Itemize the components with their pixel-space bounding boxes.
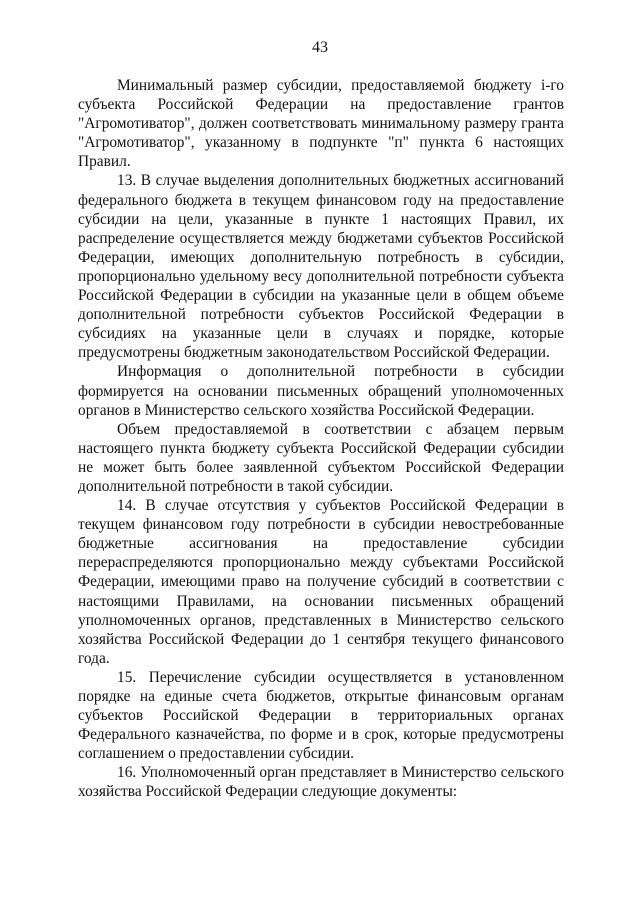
paragraph-14-redistribution: 14. В случае отсутствия у субъектов Российской Федерации в текущем финансовом году потребности в субсидии невостребованные бюджетные ассигнования на предоставление субсидии перераспределяются пропорционально между субъектами Российской Федерации, имеющими право на получение субсидий в соответствии с настоящими Правилами, на основании письменных обращений уполномоченных органов, представленных в Министерство сельского хозяйства Российской Федерации до 1 сентября текущего финансового года. <box>78 497 564 667</box>
paragraph-15-transfer: 15. Перечисление субсидии осуществляется в установленном порядке на единые счета бюджетов, открытые финансовым органам субъектов Российской Федерации в территориальных органах Федерального казначейства, по форме и в срок, которые предусмотрены соглашением о предоставлении субсидии. <box>78 668 564 763</box>
paragraph-subsidy-volume-limit: Объем предоставляемой в соответствии с абзацем первым настоящего пункта бюджету субъекта Российской Федерации субсидии не может быть более заявленной субъектом Российской Федерации дополнительной потребности в такой субсидии. <box>78 420 564 495</box>
paragraph-16-documents: 16. Уполномоченный орган представляет в Министерство сельского хозяйства Российской Федерации следующие документы: <box>78 764 564 801</box>
document-body <box>78 76 564 802</box>
paragraph-13-additional-allocations: 13. В случае выделения дополнительных бюджетных ассигнований федерального бюджета в текущем финансовом году на предоставление субсидии на цели, указанные в пункте 1 настоящих Правил, их распределение осуществляется между бюджетами субъектов Российской Федерации, имеющих дополнительную потребность в субсидии, пропорционально удельному весу дополнительной потребности субъекта Российской Федерации в субсидии на указанные цели в общем объеме дополнительной потребности субъектов Российской Федерации в субсидиях на указанные цели в случаях и порядке, которые предусмотрены бюджетным законодательством Российской Федерации. <box>78 172 564 362</box>
paragraph-additional-need-info: Информация о дополнительной потребности в субсидии формируется на основании письменных обращений уполномоченных органов в Министерство сельского хозяйства Российской Федерации. <box>78 363 564 419</box>
paragraph-minimum-subsidy: Минимальный размер субсидии, предоставляемой бюджету i-го субъекта Российской Федерации на предоставление грантов "Агромотиватор", должен соответствовать минимальному размеру гранта "Агромотиватор", указанному в подпункте "п" пункта 6 настоящих Правил. <box>78 77 564 171</box>
page-number: 43 <box>312 39 328 56</box>
